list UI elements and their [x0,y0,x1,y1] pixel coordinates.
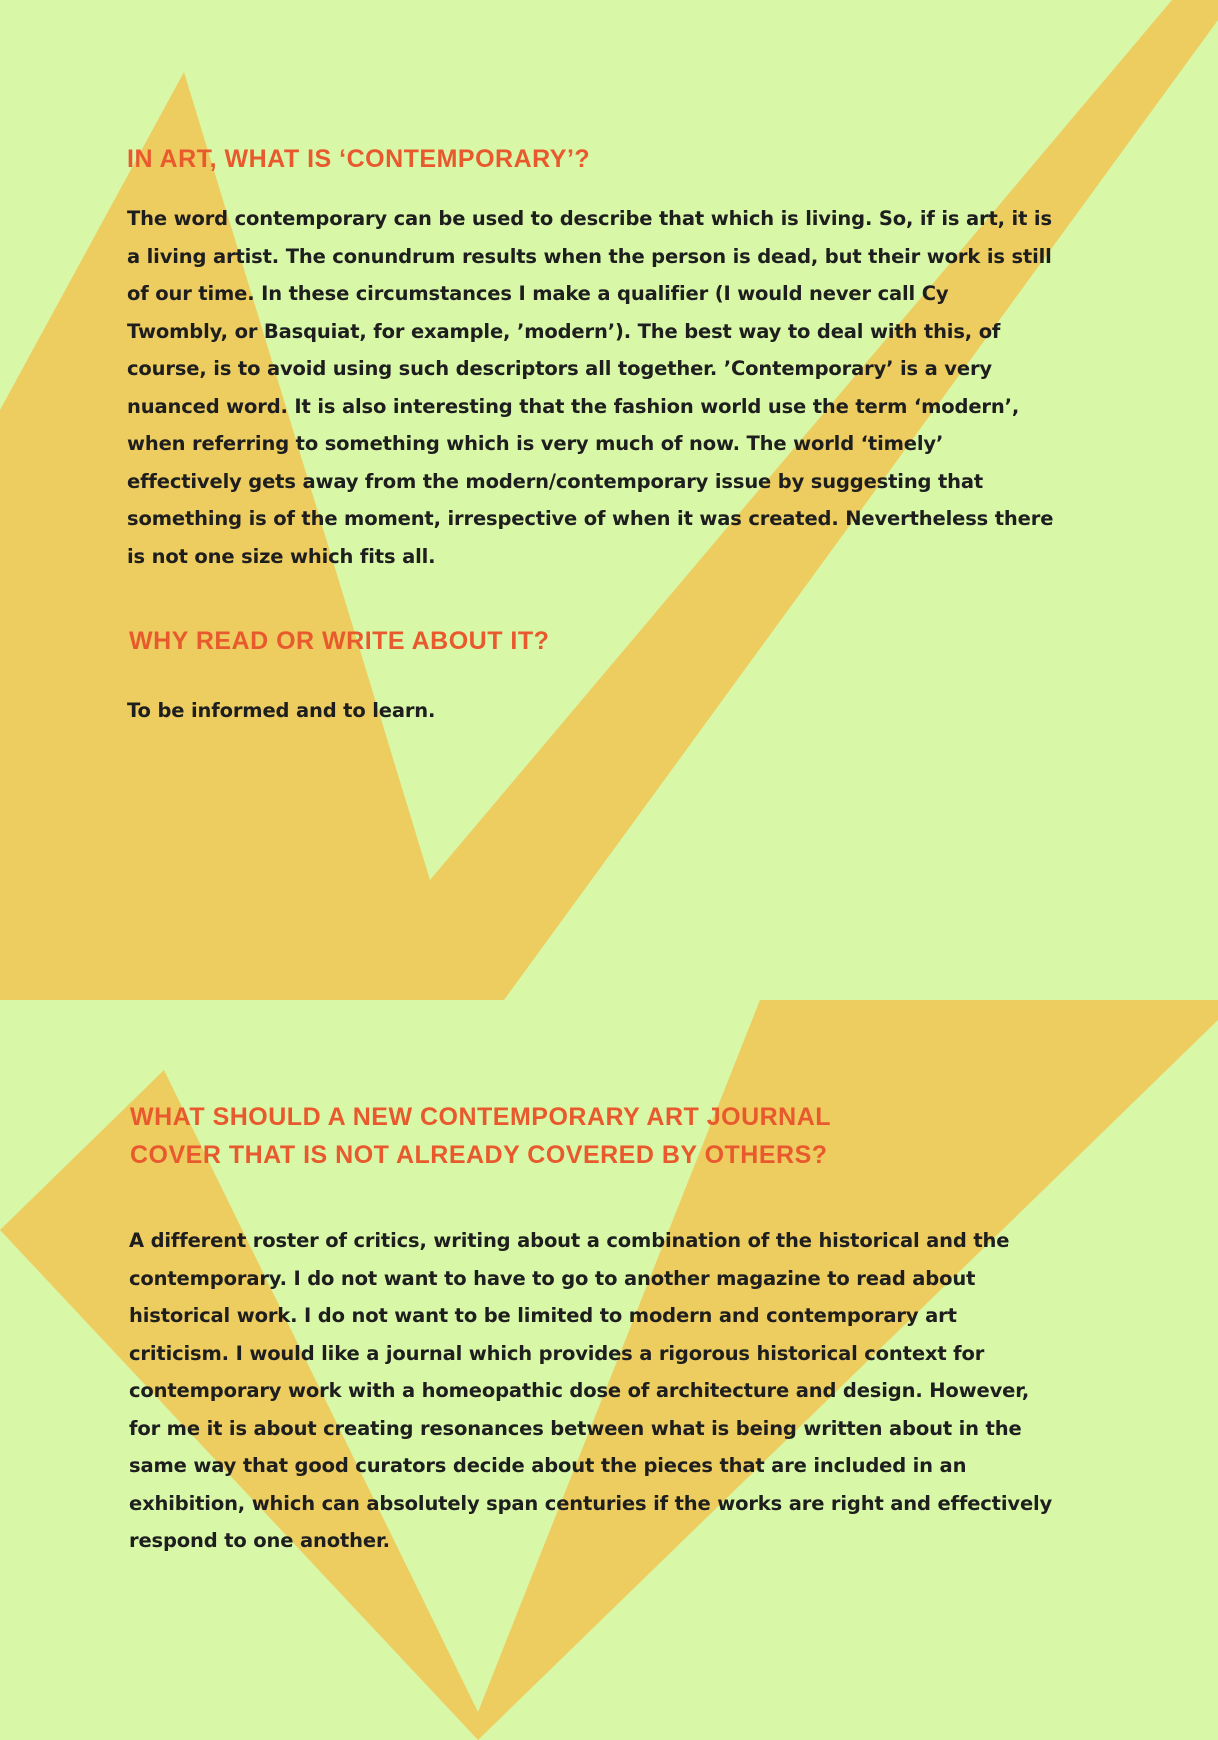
heading-line: WHAT SHOULD A NEW CONTEMPORARY ART JOURNAL [130,1103,832,1131]
body-text-line: effectively gets away from the modern/contemporary issue by suggesting that [127,469,984,493]
body-text-line: is not one size which fits all. [127,544,436,568]
body-text-line: To be informed and to learn. [127,699,436,722]
body-text-line: same way that good curators decide about the pieces that are included in an [129,1454,967,1477]
heading-line: WHY READ OR WRITE ABOUT IT? [129,627,550,655]
body-text-line: exhibition, which can absolutely span centuries if the works are right and effectively [129,1491,1053,1515]
body-text-line: historical work. I do not want to be limited to modern and contemporary art [129,1304,957,1327]
section-heading-new-journal [130,1098,831,1174]
body-text-line: contemporary. I do not want to have to go to another magazine to read about [129,1266,976,1290]
section-body-contemporary [127,200,1087,575]
body-text-line: something is of the moment, irrespective of when it was created. Nevertheless there [127,507,1054,530]
body-text-line: A different roster of critics, writing about a combination of the historical and the [129,1229,1010,1252]
body-text-line: nuanced word. It is also interesting that the fashion world use the term ‘modern’, [127,394,1020,418]
body-text-line: of our time. In these circumstances I make a qualifier (I would never call Cy [127,282,949,305]
body-text-line: when referring to something which is very much of now. The world ‘timely’ [127,432,944,455]
body-text-line: respond to one another. [129,1529,390,1552]
section-body-why-read [127,692,1087,730]
heading-line: IN ART, WHAT IS ‘CONTEMPORARY’? [127,145,591,173]
section-heading-contemporary [127,140,590,178]
body-text-line: contemporary work with a homeopathic dose of architecture and design. However, [129,1379,1030,1402]
body-text-line: Twombly, or Basquiat, for example, ’modern’). The best way to deal with this, of [127,319,1001,343]
body-text-line: for me it is about creating resonances between what is being written about in the [129,1416,1022,1440]
body-text-line: criticism. I would like a journal which provides a rigorous historical context for [129,1341,985,1365]
body-text-line: course, is to avoid using such descriptors all together. ’Contemporary’ is a very [127,357,992,380]
section-body-new-journal [129,1222,1089,1560]
heading-line: COVER THAT IS NOT ALREADY COVERED BY OTHERS? [130,1141,828,1169]
body-text-line: a living artist. The conundrum results when the person is dead, but their work is still [127,244,1052,268]
body-text-line: The word contemporary can be used to describe that which is living. So, if is art, it is [127,207,1052,230]
section-heading-why-read [129,622,549,660]
